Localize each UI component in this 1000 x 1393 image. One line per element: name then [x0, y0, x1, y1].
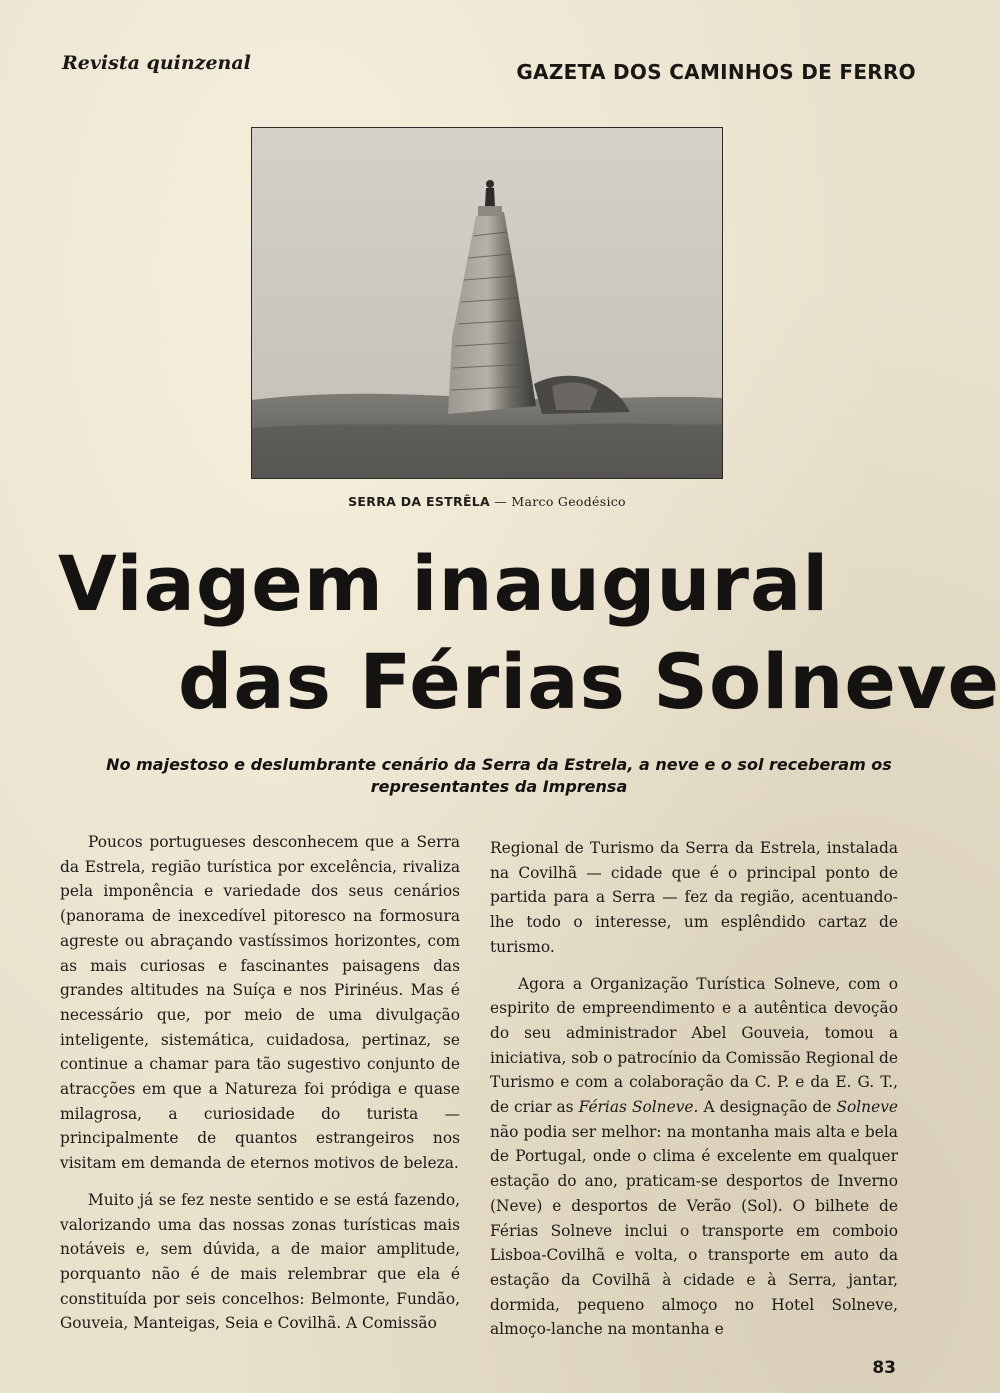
page-number: 83	[872, 1358, 896, 1378]
photo-geodesic-marker	[251, 127, 723, 479]
photo-illustration	[252, 128, 722, 478]
article-column-right	[490, 836, 898, 1342]
photo-caption	[250, 494, 724, 509]
emphasis-ferias-solneve: Férias Solneve.	[578, 1098, 699, 1117]
left-paragraph-2: Muito já se fez neste sentido e se está fazendo, valorizando uma das nossas zonas turísticas mais notáveis e, sem dúvida, a de maior amplitude, porquanto não é de mais relembrar que ela é constituída por seis concelhos: Belmonte, Fundão, Gouveia, Manteigas, Seia e Covilhã. A Comissão	[60, 1190, 460, 1333]
caption-separator: —	[490, 494, 512, 509]
left-paragraph-1: Poucos portugueses desconhecem que a Serra da Estrela, região turística por excelência, rivaliza pela imponência e variedade dos seus cenários (panorama de inexcedível pitoresco na formosura agreste ou abraçando vastíssimos horizontes, com as mais curiosas e fascinantes paisagens das grandes altitudes na Suíça e nos Pirinéus. Mas é necessário que, por meio de uma divulgação inteligente, sistemática, cuidadosa, pertinaz, se continue a chamar para tão sugestivo conjunto de atracções em que a Natureza foi pródiga e quase milagrosa, a curiosidade do turista — principalmente de quantos estrangeiros nos visitam em demanda de eternos motivos de beleza.	[60, 833, 460, 1173]
emphasis-solneve: Solneve	[836, 1098, 898, 1117]
article-subtitle: No majestoso e deslumbrante cenário da Serra da Estrela, a neve e o sol receberam os representantes da Imprensa	[106, 755, 892, 796]
caption-place: SERRA DA ESTRÊLA	[348, 494, 491, 509]
caption-label: Marco Geodésico	[511, 494, 626, 509]
article-title-line-2: das Férias Solneve	[178, 637, 1000, 726]
right-paragraph-1: Regional de Turismo da Serra da Estrela, instalada na Covilhã — cidade que é o principal ponto de partida para a Serra — fez da região, acentuando-lhe todo o interesse, um esplêndido cartaz de turismo.	[490, 839, 898, 956]
right-paragraph-2-part-a: Agora a Organização Turística Solneve, com o espirito de empreendimento e a autêntica devoção do seu administrador Abel Gouveia, tomou a iniciativa, sob o patrocínio da Comissão Regional de Turismo e com a colaboração da C. P. e da E. G. T., de criar as	[490, 974, 898, 1117]
right-paragraph-2	[490, 972, 898, 1343]
right-paragraph-2-part-b: A designação de	[698, 1098, 837, 1117]
right-paragraph-2-part-c: não podia ser melhor: na montanha mais alta e bela de Portugal, onde o clima é excelente em qualquer estação do ano, praticam-se desportos de Inverno (Neve) e desportos de Verão (Sol). O bilhete de Férias Solneve inclui o transporte em comboio Lisboa-Covilhã e volta, o transporte em auto da estação da Covilhã à cidade e à Serra, jantar, dormida, pequeno almoço no Hotel Solneve, almoço-lanche na montanha e	[490, 1122, 898, 1339]
article-column-left	[60, 830, 460, 1336]
header-publication-title: GAZETA DOS CAMINHOS DE FERRO	[516, 60, 916, 84]
article-title-line-1: Viagem inaugural	[58, 539, 830, 628]
header-magazine-frequency: Revista quinzenal	[62, 52, 251, 74]
